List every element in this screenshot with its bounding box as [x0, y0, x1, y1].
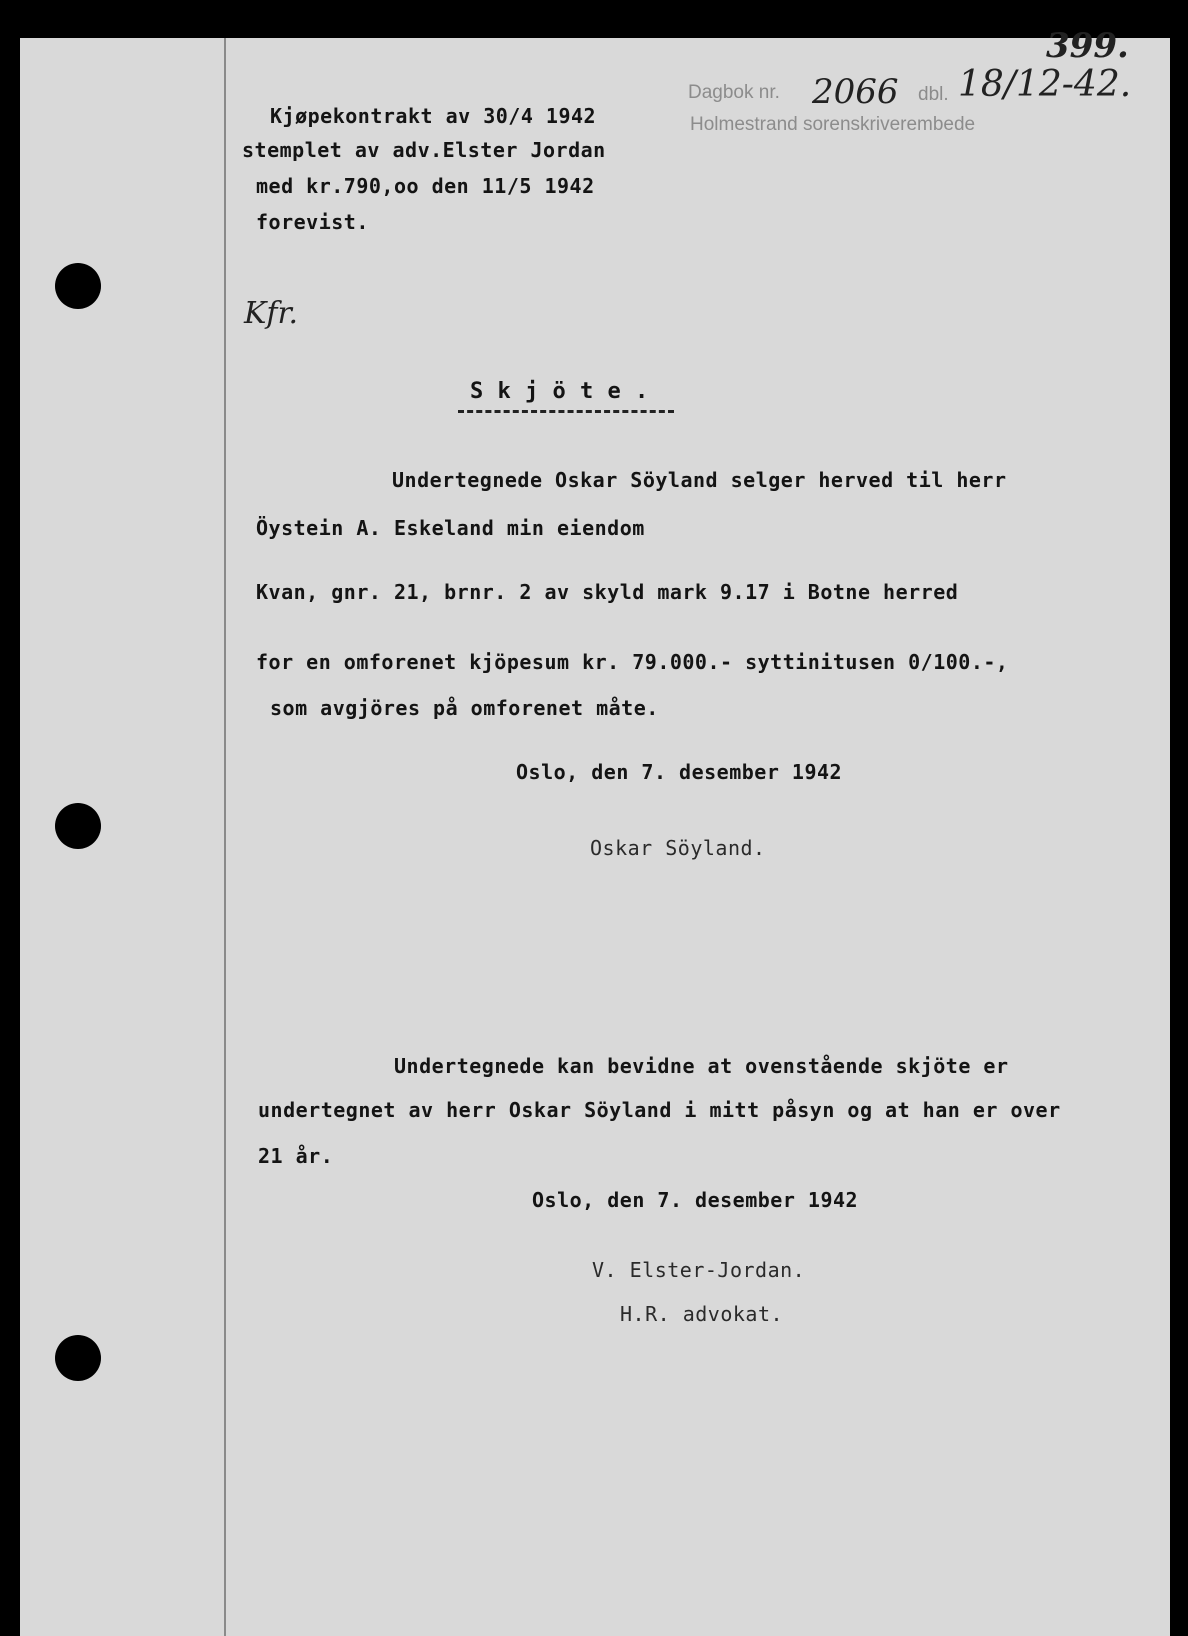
witness-line: undertegnet av herr Oskar Söyland i mitt påsyn og at han er over [258, 1098, 1061, 1122]
page-number: 399. [1046, 26, 1129, 66]
deed-title: S k j ö t e . [470, 379, 649, 404]
punch-hole [55, 1335, 101, 1381]
title-underline [458, 410, 674, 413]
dagbok-label: Dagbok nr. [688, 82, 780, 103]
margin-line [224, 38, 226, 1636]
dagbok-number: 2066 [812, 72, 899, 112]
signer-name: Oskar Söyland. [590, 836, 766, 860]
deed-line: for en omforenet kjöpesum kr. 79.000.- syttinitusen 0/100.-, [256, 650, 1009, 674]
stamp-office: Holmestrand sorenskriverembede [690, 114, 976, 135]
note-line: Kjøpekontrakt av 30/4 1942 [270, 104, 597, 128]
dbl-label: dbl. [918, 84, 949, 105]
deed-line: Öystein A. Eskeland min eiendom [256, 516, 645, 540]
punch-hole [55, 803, 101, 849]
place-date: Oslo, den 7. desember 1942 [516, 760, 843, 784]
note-line: forevist. [256, 210, 369, 234]
note-line: stemplet av adv.Elster Jordan [242, 138, 606, 162]
witness-line: Undertegnede kan bevidne at ovenstående skjöte er [394, 1054, 1009, 1078]
witness-line: 21 år. [258, 1144, 334, 1168]
deed-line: som avgjöres på omforenet måte. [270, 696, 659, 720]
punch-hole [55, 263, 101, 309]
note-initials: Kfr. [244, 296, 299, 331]
signer-title: H.R. advokat. [620, 1302, 784, 1326]
place-date: Oslo, den 7. desember 1942 [532, 1188, 859, 1212]
deed-line: Undertegnede Oskar Söyland selger herved til herr [392, 468, 1007, 492]
deed-line: Kvan, gnr. 21, brnr. 2 av skyld mark 9.17 i Botne herred [256, 580, 959, 604]
note-line: med kr.790,oo den 11/5 1942 [256, 174, 595, 198]
stamp-date: 18/12-42. [958, 64, 1132, 105]
signer-name: V. Elster-Jordan. [592, 1258, 806, 1282]
